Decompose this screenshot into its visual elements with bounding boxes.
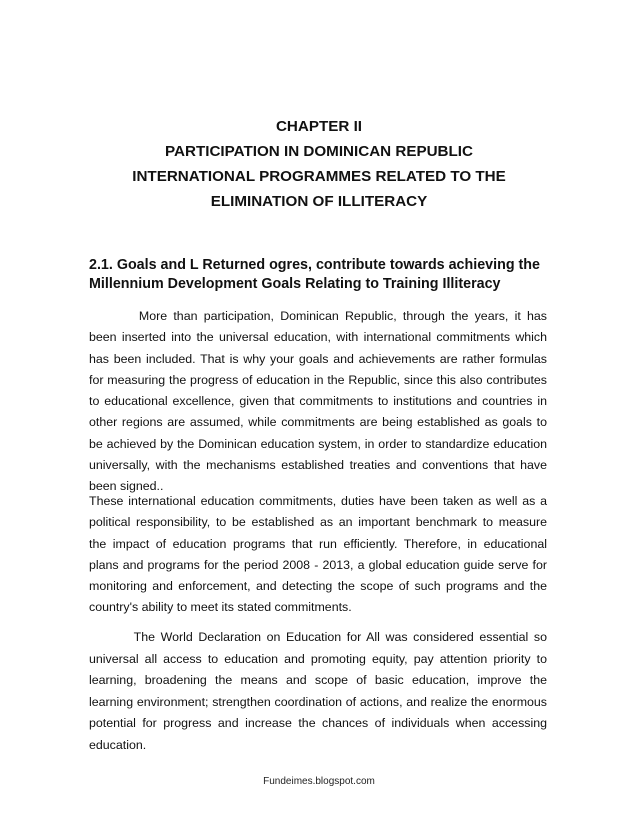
text-line: been signed.. bbox=[89, 479, 164, 494]
text-line: to educational excellence, given that commitments to institutions and countries in bbox=[89, 394, 547, 409]
chapter-title-line: INTERNATIONAL PROGRAMMES RELATED TO THE bbox=[132, 168, 506, 185]
text-line: country's ability to meet its stated commitments. bbox=[89, 600, 352, 615]
text-line: monitoring and enforcement, and detecting the scope of such programs and the bbox=[89, 579, 547, 594]
text-line: other regions are assumed, while commitments are being established as goals to bbox=[89, 415, 547, 430]
paragraph-3 bbox=[89, 627, 547, 757]
section-heading-line: 2.1. Goals and L Returned ogres, contribute towards achieving the bbox=[89, 257, 540, 273]
text-line: The World Declaration on Education for All was considered essential so bbox=[89, 630, 547, 644]
paragraph-1 bbox=[89, 306, 547, 498]
text-line: learning, broadening the means and scope of basic education, improve the bbox=[89, 673, 547, 688]
text-line: potential for progress and increase the chances of individuals when accessing bbox=[89, 716, 547, 731]
text-line: be achieved by the Dominican education system, in order to standardize education bbox=[89, 436, 547, 451]
chapter-number: CHAPTER II bbox=[275, 118, 363, 135]
text-line: universal all access to education and promoting equity, pay attention priority to bbox=[89, 651, 547, 666]
chapter-title-line: PARTICIPATION IN DOMINICAN REPUBLIC bbox=[165, 143, 473, 160]
text-line: More than participation, Dominican Republic, through the years, it has bbox=[89, 309, 547, 323]
text-line: has been included. That is why your goals and achievements are rather formulas bbox=[89, 351, 547, 366]
page-footer: Fundeimes.blogspot.com bbox=[263, 776, 375, 787]
text-line: political responsibility, to be established as an important benchmark to measure bbox=[89, 515, 547, 530]
text-line: education. bbox=[89, 737, 147, 752]
text-line: learning environment; strengthen coordination of actions, and realize the enormous bbox=[89, 694, 547, 709]
text-line: universally, with the mechanisms established treaties and conventions that have bbox=[89, 458, 547, 473]
text-line: the impact of education programs that run efficiently. Therefore, in educational bbox=[89, 536, 547, 551]
text-line: for measuring the progress of education in the Republic, since this also contributes bbox=[89, 372, 547, 387]
text-line: plans and programs for the period 2008 - 2013, a global education guide serve for bbox=[89, 557, 547, 572]
chapter-title-line: ELIMINATION OF ILLITERACY bbox=[210, 193, 428, 210]
chapter-title bbox=[60, 114, 578, 214]
paragraph-2 bbox=[89, 491, 547, 619]
section-heading-line: Millennium Development Goals Relating to Training Illiteracy bbox=[89, 276, 501, 292]
text-line: been inserted into the universal education, with international commitments which bbox=[89, 330, 547, 345]
text-line: These international education commitments, duties have been taken as well as a bbox=[89, 494, 547, 508]
section-heading bbox=[89, 256, 551, 294]
